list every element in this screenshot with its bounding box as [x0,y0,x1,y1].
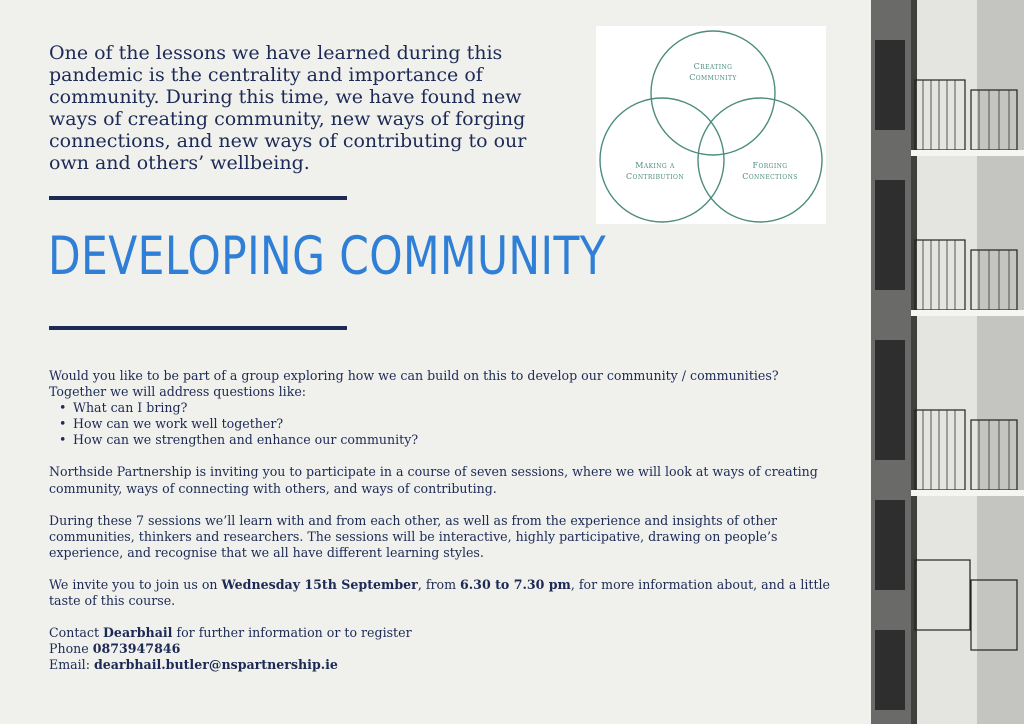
invitation-text-b: , from [417,576,461,592]
intro-question-lead: Together we will address questions like: [49,384,307,400]
venn-diagram [596,26,826,224]
venn-label-top-1: Creating [693,62,733,71]
venn-circle-connections [698,98,822,222]
contact-name: Dearbhail [103,625,173,641]
divider-top [49,196,347,200]
venn-circle-creating [651,31,775,155]
email-label: Email: [49,657,94,673]
list-item: • How can we strengthen and enhance our community? [49,432,839,448]
contact-text-a: Contact [49,625,104,641]
invitation-text-a: We invite you to join us on [49,576,222,592]
venn-label-right-1: Forging [752,161,788,170]
invitation-text-c: , for more information about, and a little taste of this course. [49,576,830,609]
list-item: • How can we work well together? [49,416,839,432]
phone-line [49,641,839,657]
contact-line [49,625,839,641]
invitation-paragraph [49,577,839,609]
phone-label: Phone [49,641,93,657]
venn-label-left-1: Making a [635,161,675,170]
venn-label-left-2: Contribution [626,172,684,181]
course-description: Northside Partnership is inviting you to participate in a course of seven sessions, where we will look at ways of creating community, ways of connecting with others, and ways of contributing. [49,464,818,496]
page-title: DEVELOPING COMMUNITY [48,226,607,287]
divider-bottom [49,326,347,330]
contact-text-b: for further information or to register [172,625,412,641]
building-photo [871,0,1024,724]
phone-number[interactable]: 0873947846 [92,641,181,657]
question-list [49,400,839,448]
body-text [49,368,839,673]
intro-paragraph: One of the lessons we have learned during this pandemic is the centrality and importance of community. During this time, we have found new ways of creating community, new ways of forging connections, and new ways of contributing to our own and others’ wellbeing. [49,42,527,174]
venn-circle-contribution [600,98,724,222]
email-line [49,657,839,673]
list-item: • What can I bring? [49,400,839,416]
venn-label-right-2: Connections [742,172,798,181]
event-time: 6.30 to 7.30 pm [460,576,571,592]
sessions-description: During these 7 sessions we’ll learn with and from each other, as well as from the experience and insights of other communities, thinkers and researchers. The sessions will be interactive, highly participative, drawing on people’s experience, and recognise that we all have different learning styles. [49,512,778,560]
event-date: Wednesday 15th September [221,576,418,592]
intro-question: Would you like to be part of a group exploring how we can build on this to develop our community / communities? [49,368,779,383]
venn-label-top-2: Community [689,73,737,82]
email-address[interactable]: dearbhail.butler@nspartnership.ie [93,657,338,673]
